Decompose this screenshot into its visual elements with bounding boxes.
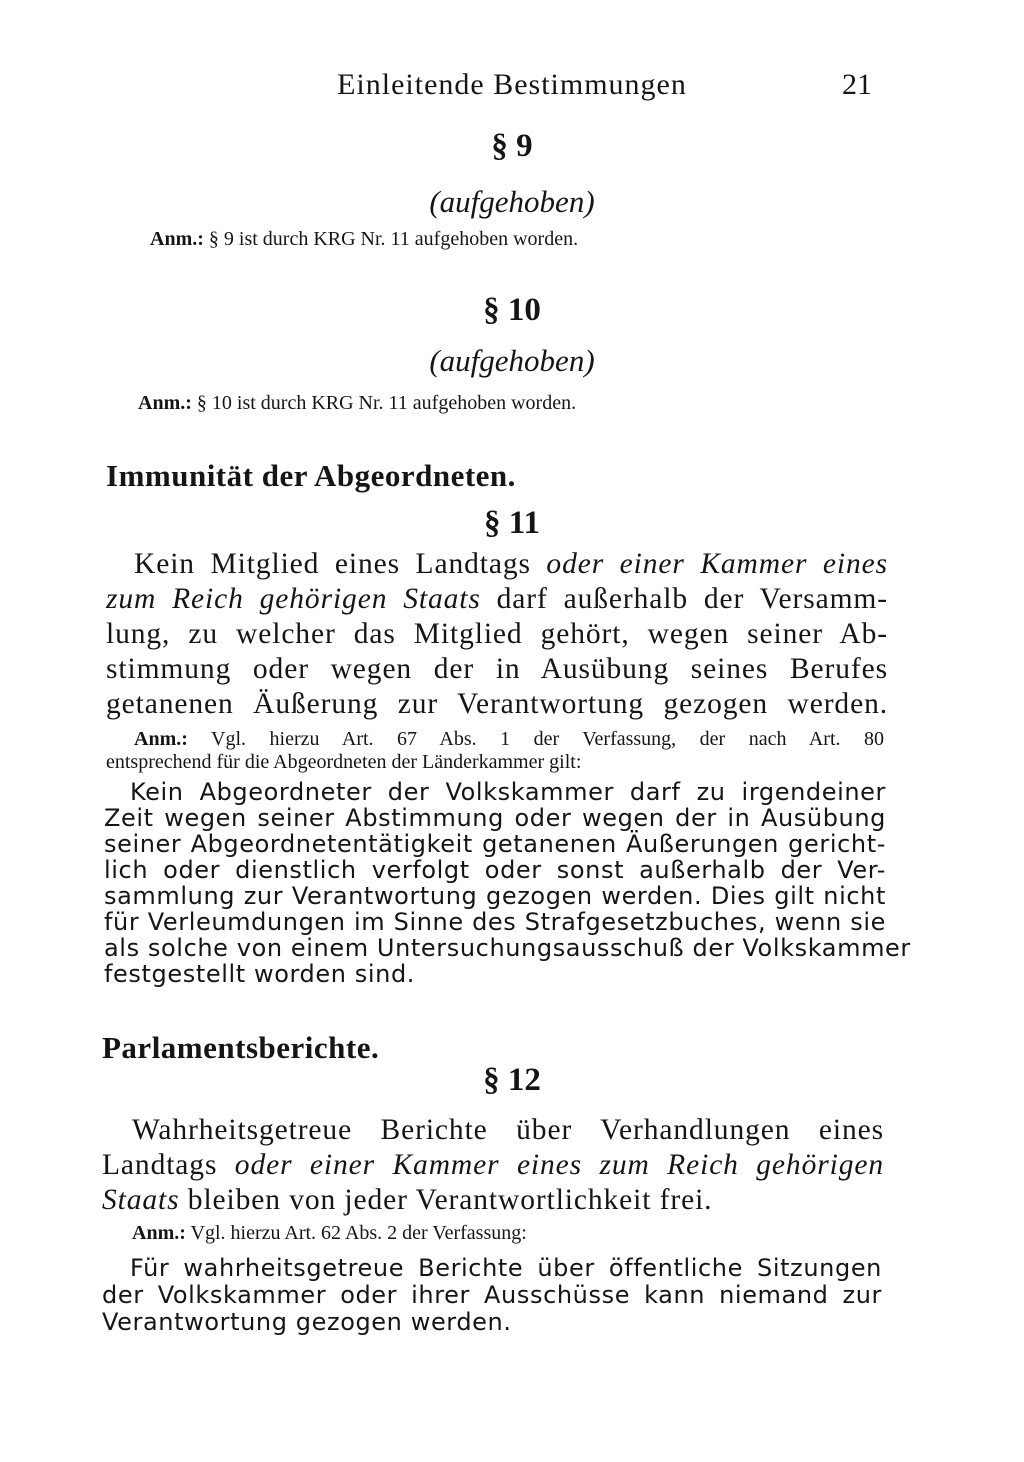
quote-line: Kein Abgeordneter der Volkskammer darf zu irgendeiner (130, 778, 886, 806)
quote-line: seiner Abgeordnetentätigkeit getanenen Äußerungen gericht- (104, 830, 886, 858)
note-label: Anm.: (134, 728, 188, 750)
note-text: § 9 ist durch KRG Nr. 11 aufgehoben worden. (208, 228, 579, 250)
note-label: Anm.: (132, 1222, 186, 1244)
heading-immunity: Immunität der Abgeordneten. (106, 458, 516, 493)
body-line: stimmung oder wegen der in Ausübung seines Berufes (106, 653, 888, 685)
quote-line: festgestellt worden sind. (104, 960, 416, 988)
running-title: Einleitende Bestimmungen (337, 68, 687, 101)
body-line: zum Reich gehörigen Staats darf außerhalb der Versamm- (106, 583, 889, 615)
note-11-line: Anm.: Vgl. hierzu Art. 67 Abs. 1 der Verfassung, der nach Art. 80 (134, 728, 885, 750)
body-line: lung, zu welcher das Mitglied gehört, wegen seiner Ab- (106, 618, 888, 650)
quote-line: sammlung zur Verantwortung gezogen werden. Dies gilt nicht (104, 882, 886, 910)
quote-line: Verantwortung gezogen werden. (102, 1308, 512, 1336)
body-line: Kein Mitglied eines Landtags oder einer Kammer eines (134, 548, 888, 580)
quote-line: für Verleumdungen im Sinne des Strafgesetzbuches, wenn sie (104, 908, 886, 936)
body-line: getanenen Äußerung zur Verantwortung gezogen werden. (106, 688, 888, 720)
section-number-12: § 12 (483, 1062, 541, 1098)
quote-line: lich oder dienstlich verfolgt oder sonst außerhalb der Ver- (104, 856, 886, 884)
body-line: Staats bleiben von jeder Verantwortlichkeit frei. (102, 1184, 713, 1216)
section-status-9: (aufgehoben) (429, 184, 595, 219)
quote-line: Für wahrheitsgetreue Berichte über öffentliche Sitzungen (130, 1254, 882, 1282)
body-line: Landtags oder einer Kammer eines zum Reich gehörigen (102, 1149, 884, 1181)
section-number-10: § 10 (483, 292, 541, 328)
page-number: 21 (842, 68, 872, 101)
quote-line: als solche von einem Untersuchungsausschuß der Volkskammer (104, 934, 911, 962)
note-label: Anm.: (150, 228, 204, 250)
quote-line: Zeit wegen seiner Abstimmung oder wegen der in Ausübung (104, 804, 886, 832)
heading-parliament-reports: Parlamentsberichte. (102, 1030, 380, 1065)
section-status-10: (aufgehoben) (429, 343, 595, 378)
section-number-9: § 9 (491, 128, 533, 164)
note-text: § 10 ist durch KRG Nr. 11 aufgehoben worden. (196, 392, 577, 414)
note-11-line: entsprechend für die Abgeordneten der Länderkammer gilt: (106, 751, 582, 773)
note-10 (138, 392, 576, 415)
section-number-11: § 11 (484, 505, 540, 541)
body-line: Wahrheitsgetreue Berichte über Verhandlungen eines (132, 1114, 884, 1146)
note-9 (150, 228, 578, 251)
note-label: Anm.: (138, 392, 192, 414)
quote-line: der Volkskammer oder ihrer Ausschüsse kann niemand zur (102, 1281, 882, 1309)
note-12-line: Anm.: Vgl. hierzu Art. 62 Abs. 2 der Verfassung: (132, 1222, 527, 1244)
